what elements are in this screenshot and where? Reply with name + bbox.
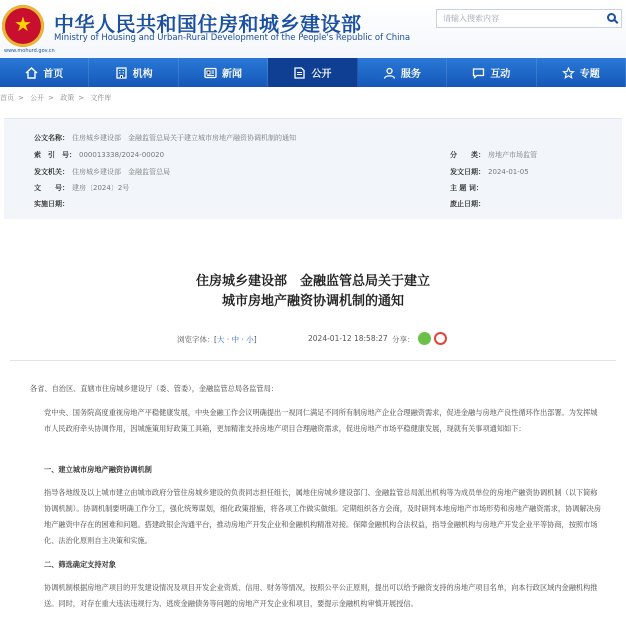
nav-item-open[interactable] xyxy=(268,58,357,87)
nav-item-news[interactable] xyxy=(179,58,268,87)
chat-icon xyxy=(472,67,485,79)
share-label: 分享： xyxy=(392,335,415,344)
breadcrumb-open[interactable]: 公开 xyxy=(30,94,45,102)
weibo-icon[interactable] xyxy=(434,332,447,345)
meta-index: 索 引 号： 000013338/2024-00020 xyxy=(34,151,165,159)
nav-item-service[interactable] xyxy=(358,58,447,87)
search-box xyxy=(436,9,622,28)
section-heading-1: 一、建立城市房地产融资协调机制 xyxy=(44,465,152,474)
document-title-line1: 住房城乡建设部 金融监管总局关于建立 xyxy=(195,274,430,289)
breadcrumb-library[interactable]: 文件库 xyxy=(90,94,112,102)
document-meta-panel xyxy=(4,118,622,219)
search-icon[interactable] xyxy=(607,13,616,22)
font-size-label: 浏览字体： xyxy=(177,335,215,344)
meta-topic: 主 题 词： xyxy=(450,184,483,192)
search-input[interactable] xyxy=(443,12,593,25)
breadcrumb: 首页 > 公开 > 政策 > 文件库 xyxy=(0,94,112,102)
nav-label: 专题 xyxy=(579,69,600,80)
nav-item-topic[interactable] xyxy=(537,58,626,87)
font-size-small[interactable]: 小 xyxy=(246,335,254,344)
site-header xyxy=(0,0,626,58)
meta-category: 分 类： 房地产市场监管 xyxy=(450,151,537,159)
news-icon xyxy=(204,67,217,79)
main-nav xyxy=(0,58,626,87)
nav-item-org[interactable] xyxy=(89,58,178,87)
breadcrumb-home[interactable]: 首页 xyxy=(0,94,14,102)
topic-icon xyxy=(562,67,575,79)
font-size-large[interactable]: 大 xyxy=(216,335,225,344)
service-icon xyxy=(383,67,396,79)
home-icon xyxy=(25,67,38,79)
paragraph-3: 协调机制根据房地产项目的开发建设情况及项目开发企业资质、信用、财务等情况，按照公平公正原则，提出可以给予融资支持的房地产项目名单，向本行政区域内金融机构推送。同时，对存在重大违法违规行为、逃废金融债务等问题的房地产开发企业和项目，要提示金融机构审慎开展授信。 xyxy=(44,583,598,608)
font-size-controls: [大 · 中 · 小] xyxy=(214,335,257,344)
nav-label: 公开 xyxy=(311,69,332,80)
section-heading-2: 二、筛选确定支持对象 xyxy=(44,560,116,569)
nav-label: 首页 xyxy=(43,69,64,80)
meta-subject: 公文名称： 住房城乡建设部 金融监管总局关于建立城市房地产融资协调机制的通知 xyxy=(34,134,296,142)
nav-item-interact[interactable] xyxy=(447,58,536,87)
site-title[interactable]: 中华人民共和国住房和城乡建设部 xyxy=(54,12,362,36)
meta-effective: 实施日期： xyxy=(34,200,69,208)
meta-issuer: 发文机关： 住房城乡建设部 金融监管总局 xyxy=(34,168,170,176)
building-icon xyxy=(115,67,128,79)
nav-label: 新闻 xyxy=(222,69,243,80)
open-doc-icon xyxy=(293,67,306,79)
meta-repeal: 废止日期： xyxy=(450,200,485,208)
paragraph-1: 党中央、国务院高度重视房地产平稳健康发展，中央金融工作会议明确提出一视同仁满足不同所有制房地产企业合理融资需求，促进金融与房地产良性循环作出部署。为发挥城市人民政府牵头协调作用，因城施策用好政策工具箱，更加精准支持房地产项目合理融资需求，促进房地产市场平稳健康发展，现就有关事项通知如下： xyxy=(44,408,598,433)
wechat-icon[interactable] xyxy=(418,332,431,345)
publish-time: 2024-01-12 18:58:27 xyxy=(308,334,388,343)
nav-label: 互动 xyxy=(490,69,511,80)
nav-label: 服务 xyxy=(400,69,421,80)
divider xyxy=(10,360,616,361)
meta-date: 发文日期： 2024-01-05 xyxy=(450,168,529,176)
nav-label: 机构 xyxy=(132,69,153,80)
national-emblem-icon[interactable] xyxy=(2,5,44,47)
font-size-medium[interactable]: 中 xyxy=(231,335,240,344)
meta-doc-no: 文 号： 建房〔2024〕2号 xyxy=(34,184,130,192)
site-url: www.mohurd.gov.cn xyxy=(4,48,55,54)
paragraph-2: 指导各地级及以上城市建立由城市政府分管住房城乡建设的负责同志担任组长，属地住房城乡建设部门、金融监管总局派出机构等为成员单位的房地产融资协调机制（以下简称协调机制）。协调机制要明确工作分工，强化统筹谋划，细化政策措施，将各项工作做实做细。定期组织各方会商，及时研判本地房地产市场形势和房地产融资需求，协调解决房地产融资中存在的困难和问题。搭建政银企沟通平台，推动房地产开发企业和金融机构精准对接。保障金融机构合法权益，指导金融机构与房地产开发企业平等协商，按照市场化、法治化原则自主决策和实施。 xyxy=(44,488,602,545)
site-title-en: Ministry of Housing and Urban-Rural Development of the People's Republic of China xyxy=(54,33,411,43)
salutation: 各省、自治区、直辖市住房城乡建设厅（委、管委），金融监管总局各监管局： xyxy=(30,384,278,393)
breadcrumb-policy[interactable]: 政策 xyxy=(60,94,75,102)
document-title-line2: 城市房地产融资协调机制的通知 xyxy=(221,294,404,309)
nav-item-home[interactable] xyxy=(0,58,89,87)
